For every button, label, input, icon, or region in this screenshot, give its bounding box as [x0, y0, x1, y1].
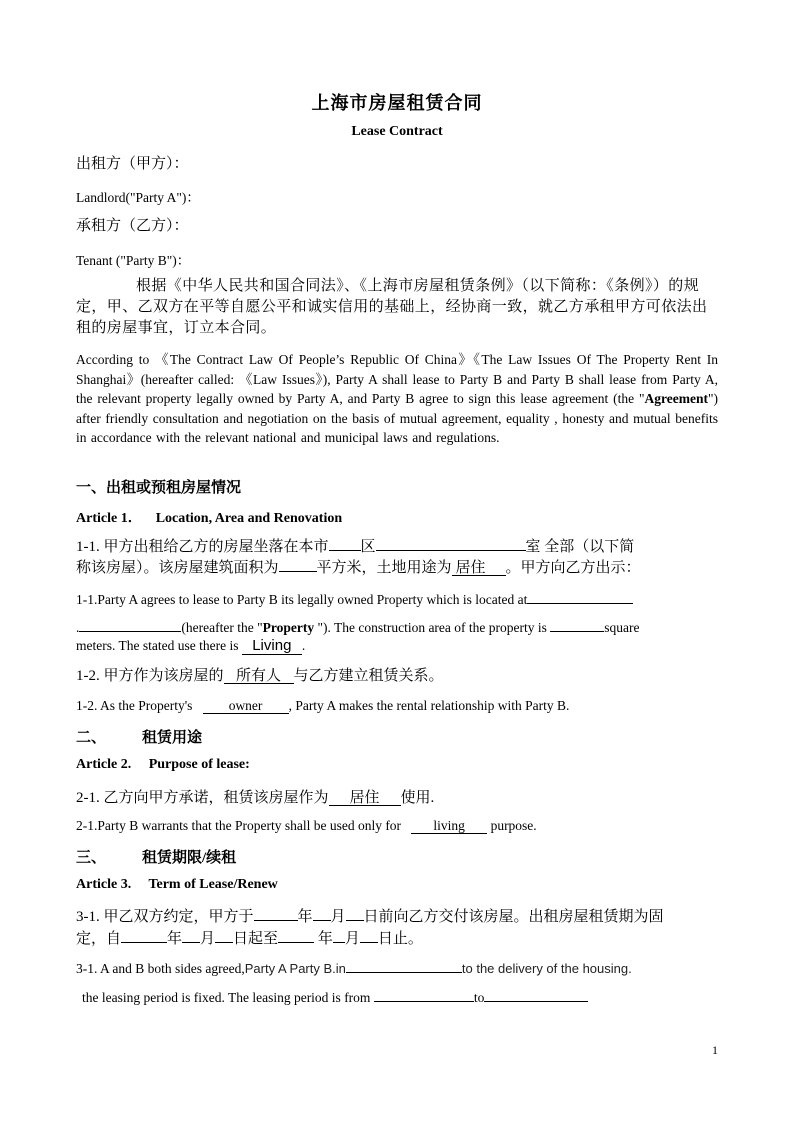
district-blank[interactable] [329, 536, 361, 551]
lease-end-blank[interactable] [484, 987, 588, 1002]
clause-text: 1-2. As the Property's [76, 698, 193, 713]
address-blank[interactable] [376, 536, 526, 551]
article2-heading: Article 2. Purpose of lease: [76, 757, 250, 772]
clause-3-1-cn-line1 [76, 905, 664, 926]
section-title: 租赁期限/续租 [142, 850, 237, 866]
clause-1-1-en-line1 [76, 589, 633, 608]
end-day-blank[interactable] [360, 928, 378, 943]
start-month-blank[interactable] [182, 928, 200, 943]
delivery-year-blank[interactable] [254, 906, 298, 921]
landlord-label-en: Landlord("Party A")： [76, 190, 200, 205]
clause-text: 日前向乙方交付该房屋。出租房屋租赁期为固 [363, 909, 664, 925]
clause-text: 定，自 [76, 931, 122, 947]
clause-1-1-cn-line1 [76, 535, 634, 556]
clause-1-2-en [76, 698, 569, 714]
location-blank[interactable] [527, 589, 633, 604]
clause-text: to the delivery of the housing. [461, 961, 632, 976]
clause-text: 2-1.Party B warrants that the Property shall be used only for [76, 818, 402, 833]
clause-text: 与乙方建立租赁关系。 [293, 668, 444, 684]
clause-text: 月 [200, 931, 216, 947]
clause-1-1-en-line3 [76, 637, 305, 655]
article1-heading: Article 1． Location, Area and Renovation [76, 511, 343, 526]
agreement-term: Agreement [644, 391, 708, 406]
section-number: 三、 [76, 850, 107, 866]
clause-2-1-en [76, 818, 537, 834]
clause-text: "). The construction area of the property is [314, 620, 547, 635]
delivery-date-blank[interactable] [346, 958, 462, 973]
clause-3-1-en-line1 [76, 958, 632, 977]
area-blank[interactable] [279, 557, 317, 572]
owner-role-field-en[interactable]: owner [203, 699, 289, 714]
start-day-blank[interactable] [215, 928, 233, 943]
clause-text: , Party A makes the rental relationship with Party B. [288, 698, 570, 713]
preamble-cn: 根据《中华人民共和国合同法》、《上海市房屋租赁条例》（以下简称：《条例》）的规定，甲、乙双方在平等自愿公平和诚实信用的基础上，经协商一致，就乙方承租甲方可依法出租的房屋事宜，订立本合同。 [76, 278, 708, 336]
clause-text: 月 [344, 931, 360, 947]
clause-text: purpose. [490, 818, 537, 833]
end-year-blank[interactable] [278, 928, 314, 943]
clause-1-2-cn [76, 664, 444, 685]
clause-text: 平方米，土地用途为 [316, 560, 452, 576]
clause-text: 年 [167, 931, 183, 947]
section-number: 二、 [76, 730, 107, 746]
clause-text: 区 [360, 539, 376, 555]
preamble-en [76, 350, 718, 448]
section2-heading [76, 726, 202, 747]
start-year-blank[interactable] [121, 928, 167, 943]
article3-heading: Article 3. Term of Lease/Renew [76, 877, 278, 892]
clause-2-1-cn [76, 786, 434, 807]
landlord-label-cn: 出租方（甲方）： [76, 156, 189, 172]
clause-text: . [76, 620, 80, 635]
clause-text: to [473, 990, 485, 1005]
document-title-en: Lease Contract [351, 124, 443, 139]
purpose-field-cn[interactable]: 居住 [329, 791, 401, 806]
clause-text: square [604, 620, 640, 635]
location-blank-cont[interactable] [79, 617, 181, 632]
clause-3-1-cn-line2 [76, 927, 423, 948]
tenant-label-cn: 承租方（乙方）： [76, 218, 189, 234]
clause-text: 年 [317, 931, 333, 947]
clause-text: 日止。 [377, 931, 423, 947]
clause-1-1-en-line2 [76, 617, 640, 636]
delivery-month-blank[interactable] [313, 906, 331, 921]
document-title-cn: 上海市房屋租赁合同 [311, 93, 483, 113]
preamble-en-part2: ") after friendly consultation and negotiation on the basis of mutual agreement, equality , honesty and mutual benefits in accordance with the relevant national and municipal laws and regulations. [76, 391, 718, 445]
clause-text: 月 [330, 909, 346, 925]
clause-text: 1-2. 甲方作为该房屋的 [76, 668, 224, 684]
clause-text: 日起至 [233, 931, 279, 947]
clause-text: meters. The stated use there is [76, 638, 239, 653]
section-title: 租赁用途 [142, 730, 203, 746]
end-month-blank[interactable] [333, 928, 345, 943]
clause-text: 2-1. 乙方向甲方承诺，租赁该房屋作为 [76, 790, 329, 806]
clause-text: 称该房屋）。该房屋建筑面积为 [76, 560, 279, 576]
stated-use-field[interactable]: Living [242, 637, 302, 655]
clause-1-1-cn-line2 [76, 556, 641, 577]
clause-text: 年 [297, 909, 313, 925]
clause-text: Party A Party B.in [244, 961, 346, 976]
preamble-en-part1: According to 《The Contract Law Of People’s Republic Of China》《The Law Issues Of The Property Rent In Shanghai》(hereafter called: 《Law Issues》), Party A shall lease to Party B and Party B shall lease from Party A, the relevant property legally owned by Party A, and Party B agree to sign this lease agreement (the " [76, 352, 718, 406]
section3-heading [76, 846, 236, 867]
tenant-label-en: Tenant ("Party B")： [76, 253, 191, 268]
clause-text: . [301, 638, 306, 653]
clause-3-1-en-line2 [82, 987, 588, 1006]
section1-heading: 一、出租或预租房屋情况 [76, 480, 242, 496]
clause-text: 3-1. 甲乙双方约定，甲方于 [76, 909, 254, 925]
page-number: 1 [712, 1043, 718, 1057]
owner-role-field-cn[interactable]: 所有人 [224, 669, 294, 684]
purpose-field-en[interactable]: living [411, 819, 487, 834]
clause-text: 1-1.Party A agrees to lease to Party B its legally owned Property which is located at [76, 592, 528, 607]
clause-text: 1-1. 甲方出租给乙方的房屋坐落在本市 [76, 539, 329, 555]
clause-text: (hereafter the " [181, 620, 263, 635]
construction-area-blank[interactable] [550, 617, 604, 632]
clause-text: 使用. [400, 790, 435, 806]
clause-text: 。甲方向乙方出示： [505, 560, 641, 576]
clause-text: 3-1. A and B both sides agreed, [76, 961, 245, 976]
clause-text: 室 全部（以下简 [525, 539, 635, 555]
delivery-day-blank[interactable] [346, 906, 364, 921]
lease-start-blank[interactable] [374, 987, 474, 1002]
property-term: Property [262, 620, 315, 635]
clause-text: the leasing period is fixed. The leasing period is from [82, 990, 371, 1005]
land-use-field[interactable]: 居住 [452, 561, 506, 576]
